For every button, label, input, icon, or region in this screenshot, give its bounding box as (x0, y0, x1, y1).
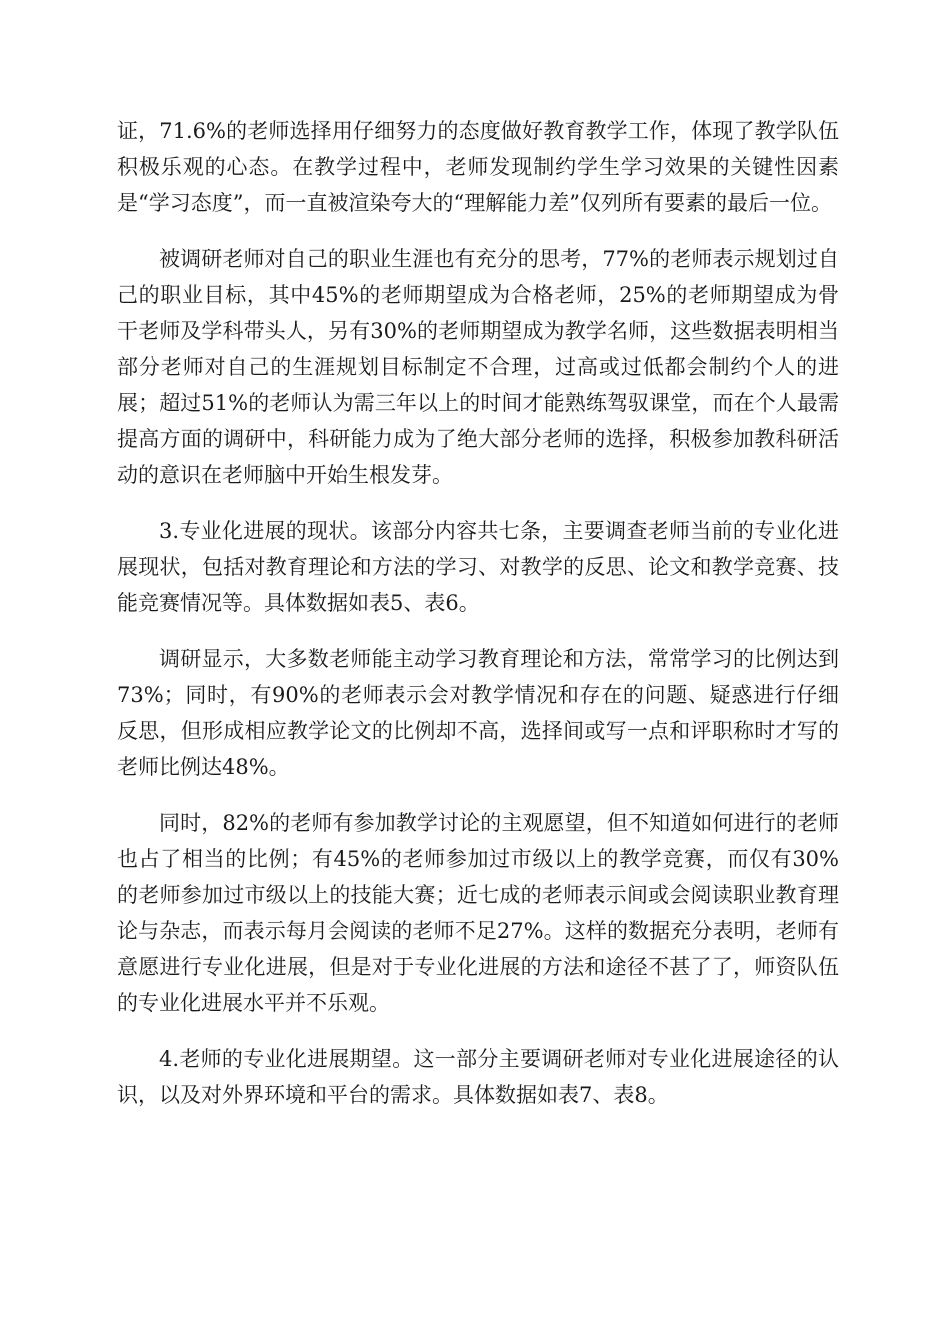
paragraph-section-4-heading: 4.老师的专业化进展期望。这一部分主要调研老师对专业化进展途径的认识，以及对外界环境和平台的需求。具体数据如表7、表8。 (117, 1047, 839, 1107)
paragraph-section-3-heading: 3.专业化进展的现状。该部分内容共七条，主要调查老师当前的专业化进展现状，包括对教育理论和方法的学习、对教学的反思、论文和教学竞赛、技能竞赛情况等。具体数据如表5、表6。 (117, 519, 839, 615)
paragraph-survey-findings: 调研显示，大多数老师能主动学习教育理论和方法，常常学习的比例达到73%；同时，有90%的老师表示会对教学情况和存在的问题、疑惑进行仔细反思，但形成相应教学论文的比例却不高，选择间或写一点和评职称时才写的老师比例达48%。 (117, 647, 839, 779)
document-page (117, 113, 839, 1133)
paragraph-continuation: 证，71.6%的老师选择用仔细努力的态度做好教育教学工作，体现了教学队伍积极乐观的心态。在教学过程中，老师发现制约学生学习效果的关键性因素是“学习态度”，而一直被渲染夸大的“理解能力差”仅列所有要素的最后一位。 (117, 119, 839, 215)
paragraph-research-participation: 同时，82%的老师有参加教学讨论的主观愿望，但不知道如何进行的老师也占了相当的比例；有45%的老师参加过市级以上的教学竞赛，而仅有30%的老师参加过市级以上的技能大赛；近七成的老师表示间或会阅读职业教育理论与杂志，而表示每月会阅读的老师不足27%。这样的数据充分表明，老师有意愿进行专业化进展，但是对于专业化进展的方法和途径不甚了了，师资队伍的专业化进展水平并不乐观。 (117, 811, 839, 1015)
paragraph-career-planning: 被调研老师对自己的职业生涯也有充分的思考，77%的老师表示规划过自己的职业目标，其中45%的老师期望成为合格老师，25%的老师期望成为骨干老师及学科带头人，另有30%的老师期望成为教学名师，这些数据表明相当部分老师对自己的生涯规划目标制定不合理，过高或过低都会制约个人的进展；超过51%的老师认为需三年以上的时间才能熟练驾驭课堂，而在个人最需提高方面的调研中，科研能力成为了绝大部分老师的选择，积极参加教科研活动的意识在老师脑中开始生根发芽。 (117, 247, 839, 487)
